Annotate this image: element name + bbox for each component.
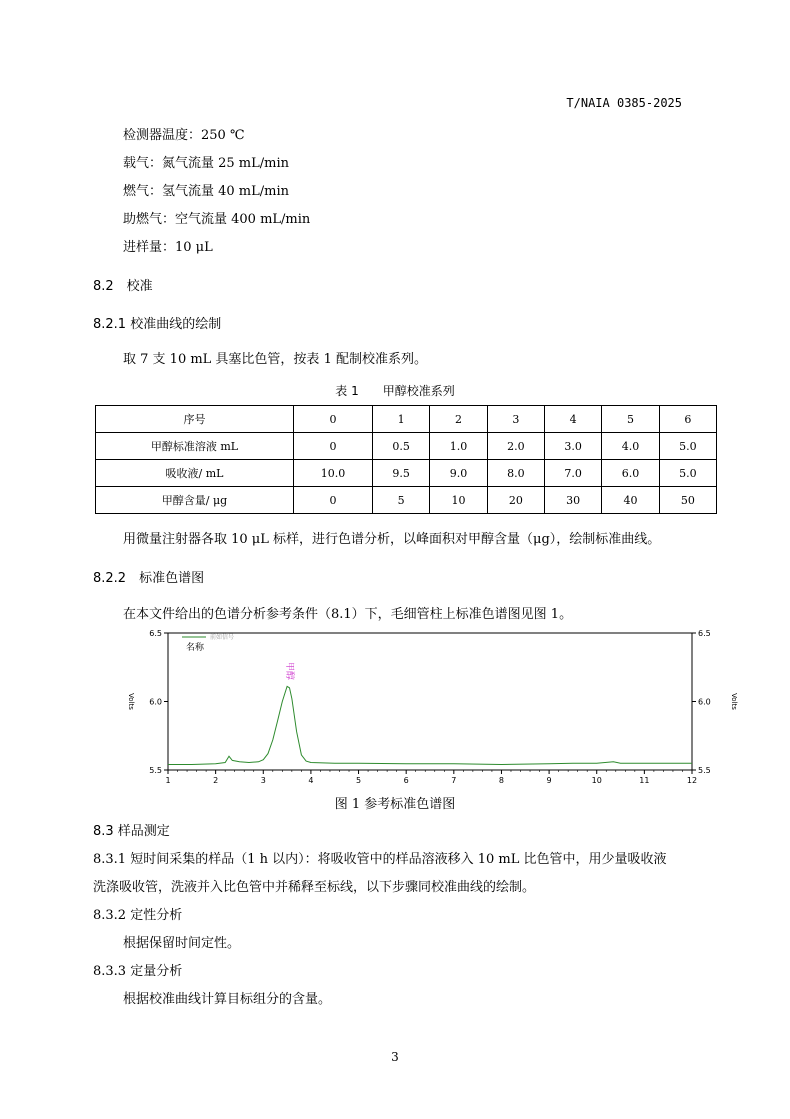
table-header-cell: 1 (373, 406, 430, 433)
table-cell: 8.0 (487, 460, 544, 487)
condition-oxidant-gas: 助燃气：空气流量 400 mL/min (123, 212, 311, 227)
chromatogram-chart (115, 625, 755, 790)
table-cell: 10 (430, 487, 487, 514)
y-tick-label-left: 6.0 (149, 697, 162, 707)
section-heading-8-2-1: 8.2.1 校准曲线的绘制 (93, 317, 222, 332)
calibration-table (95, 405, 717, 514)
table-row (96, 433, 717, 460)
paragraph-8-3-1-line2: 洗涤吸收管，洗液并入比色管中并稀释至标线，以下步骤同校准曲线的绘制。 (93, 880, 536, 895)
table-cell: 30 (545, 487, 602, 514)
x-tick-label: 3 (260, 776, 266, 785)
condition-injection-volume: 进样量：10 μL (123, 240, 213, 255)
condition-detector-temp: 检测器温度：250 ℃ (123, 128, 245, 143)
y-tick-label-right: 6.0 (698, 697, 711, 707)
y-tick-label-left: 6.5 (149, 629, 162, 638)
x-tick-label: 5 (355, 776, 362, 785)
x-tick-label: 8 (498, 776, 505, 785)
table-header-cell: 2 (430, 406, 487, 433)
table-cell: 0 (294, 487, 373, 514)
x-tick-label: 1 (165, 776, 171, 785)
table-cell: 7.0 (545, 460, 602, 487)
table-cell: 5.0 (659, 460, 716, 487)
table-cell: 20 (487, 487, 544, 514)
y-axis-label-left: Volts (127, 693, 135, 710)
table-caption: 表 1 甲醇校准系列 (335, 384, 455, 398)
table-cell: 2.0 (487, 433, 544, 460)
table-cell: 5 (373, 487, 430, 514)
table-cell: 5.0 (659, 433, 716, 460)
name-label: 名称 (186, 643, 205, 653)
y-tick-label-left: 5.5 (149, 766, 162, 775)
table-row (96, 487, 717, 514)
section-heading-8-3-2: 8.3.2 定性分析 (93, 908, 183, 923)
x-tick-label: 9 (546, 776, 552, 785)
x-tick-label: 10 (591, 776, 602, 785)
y-tick-label-right: 6.5 (698, 629, 711, 638)
paragraph-8-3-1-line1: 8.3.1 短时间采集的样品（1 h 以内）：将吸收管中的样品溶液移入 10 mL 比色管中，用少量吸收液 (93, 852, 667, 867)
section-heading-8-3-3: 8.3.3 定量分析 (93, 964, 183, 979)
table-cell: 0 (294, 433, 373, 460)
table-cell: 3.0 (545, 433, 602, 460)
paragraph-8-2-2: 在本文件给出的色谱分析参考条件（8.1）下，毛细管柱上标准色谱图见图 1。 (123, 607, 573, 622)
paragraph-8-2-1: 取 7 支 10 mL 具塞比色管，按表 1 配制校准系列。 (123, 352, 427, 367)
x-tick-label: 12 (686, 776, 698, 785)
paragraph-after-table: 用微量注射器各取 10 μL 标样，进行色谱分析，以峰面积对甲醇含量（μg），绘制标准曲线。 (123, 532, 661, 547)
legend-entry: 前如信号 (210, 634, 235, 641)
table-header-cell: 6 (659, 406, 716, 433)
x-tick-label: 7 (451, 776, 457, 785)
chromatogram-svg (115, 625, 755, 790)
table-cell: 甲醇含量/ μg (96, 487, 294, 514)
section-heading-8-2: 8.2 校准 (93, 279, 153, 294)
table-cell: 50 (659, 487, 716, 514)
table-cell: 甲醇标准溶液 mL (96, 433, 294, 460)
table-header-cell: 4 (545, 406, 602, 433)
x-tick-label: 11 (639, 776, 650, 785)
standard-code: T/NAIA 0385-2025 (566, 96, 682, 110)
table-header-cell: 0 (294, 406, 373, 433)
table-cell: 40 (602, 487, 659, 514)
table-header-cell: 5 (602, 406, 659, 433)
table-header-cell: 3 (487, 406, 544, 433)
table-cell: 4.0 (602, 433, 659, 460)
table-cell: 10.0 (294, 460, 373, 487)
x-tick-label: 6 (403, 776, 409, 785)
table-cell: 9.0 (430, 460, 487, 487)
table-cell: 9.5 (373, 460, 430, 487)
table-header-row (96, 406, 717, 433)
paragraph-8-3-3: 根据校准曲线计算目标组分的含量。 (123, 992, 332, 1007)
table-cell: 1.0 (430, 433, 487, 460)
table-row (96, 460, 717, 487)
y-axis-label-right: Volts (730, 693, 738, 710)
figure-caption: 图 1 参考标准色谱图 (334, 797, 456, 812)
page-number: 3 (391, 1050, 399, 1064)
section-heading-8-2-2: 8.2.2 标准色谱图 (93, 571, 205, 586)
paragraph-8-3-2: 根据保留时间定性。 (123, 936, 241, 951)
table-cell: 6.0 (602, 460, 659, 487)
plot-frame (168, 633, 692, 770)
peak-label: 甲醇 (284, 661, 295, 681)
condition-fuel-gas: 燃气：氢气流量 40 mL/min (123, 184, 290, 199)
table-cell: 0.5 (373, 433, 430, 460)
table-cell: 吸收液/ mL (96, 460, 294, 487)
x-tick-label: 4 (308, 776, 314, 785)
chromatogram-trace (168, 686, 692, 764)
y-tick-label-right: 5.5 (698, 766, 711, 775)
section-heading-8-3: 8.3 样品测定 (93, 824, 170, 839)
table-header-cell: 序号 (96, 406, 294, 433)
condition-carrier-gas: 载气：氮气流量 25 mL/min (123, 156, 290, 171)
x-tick-label: 2 (213, 776, 219, 785)
